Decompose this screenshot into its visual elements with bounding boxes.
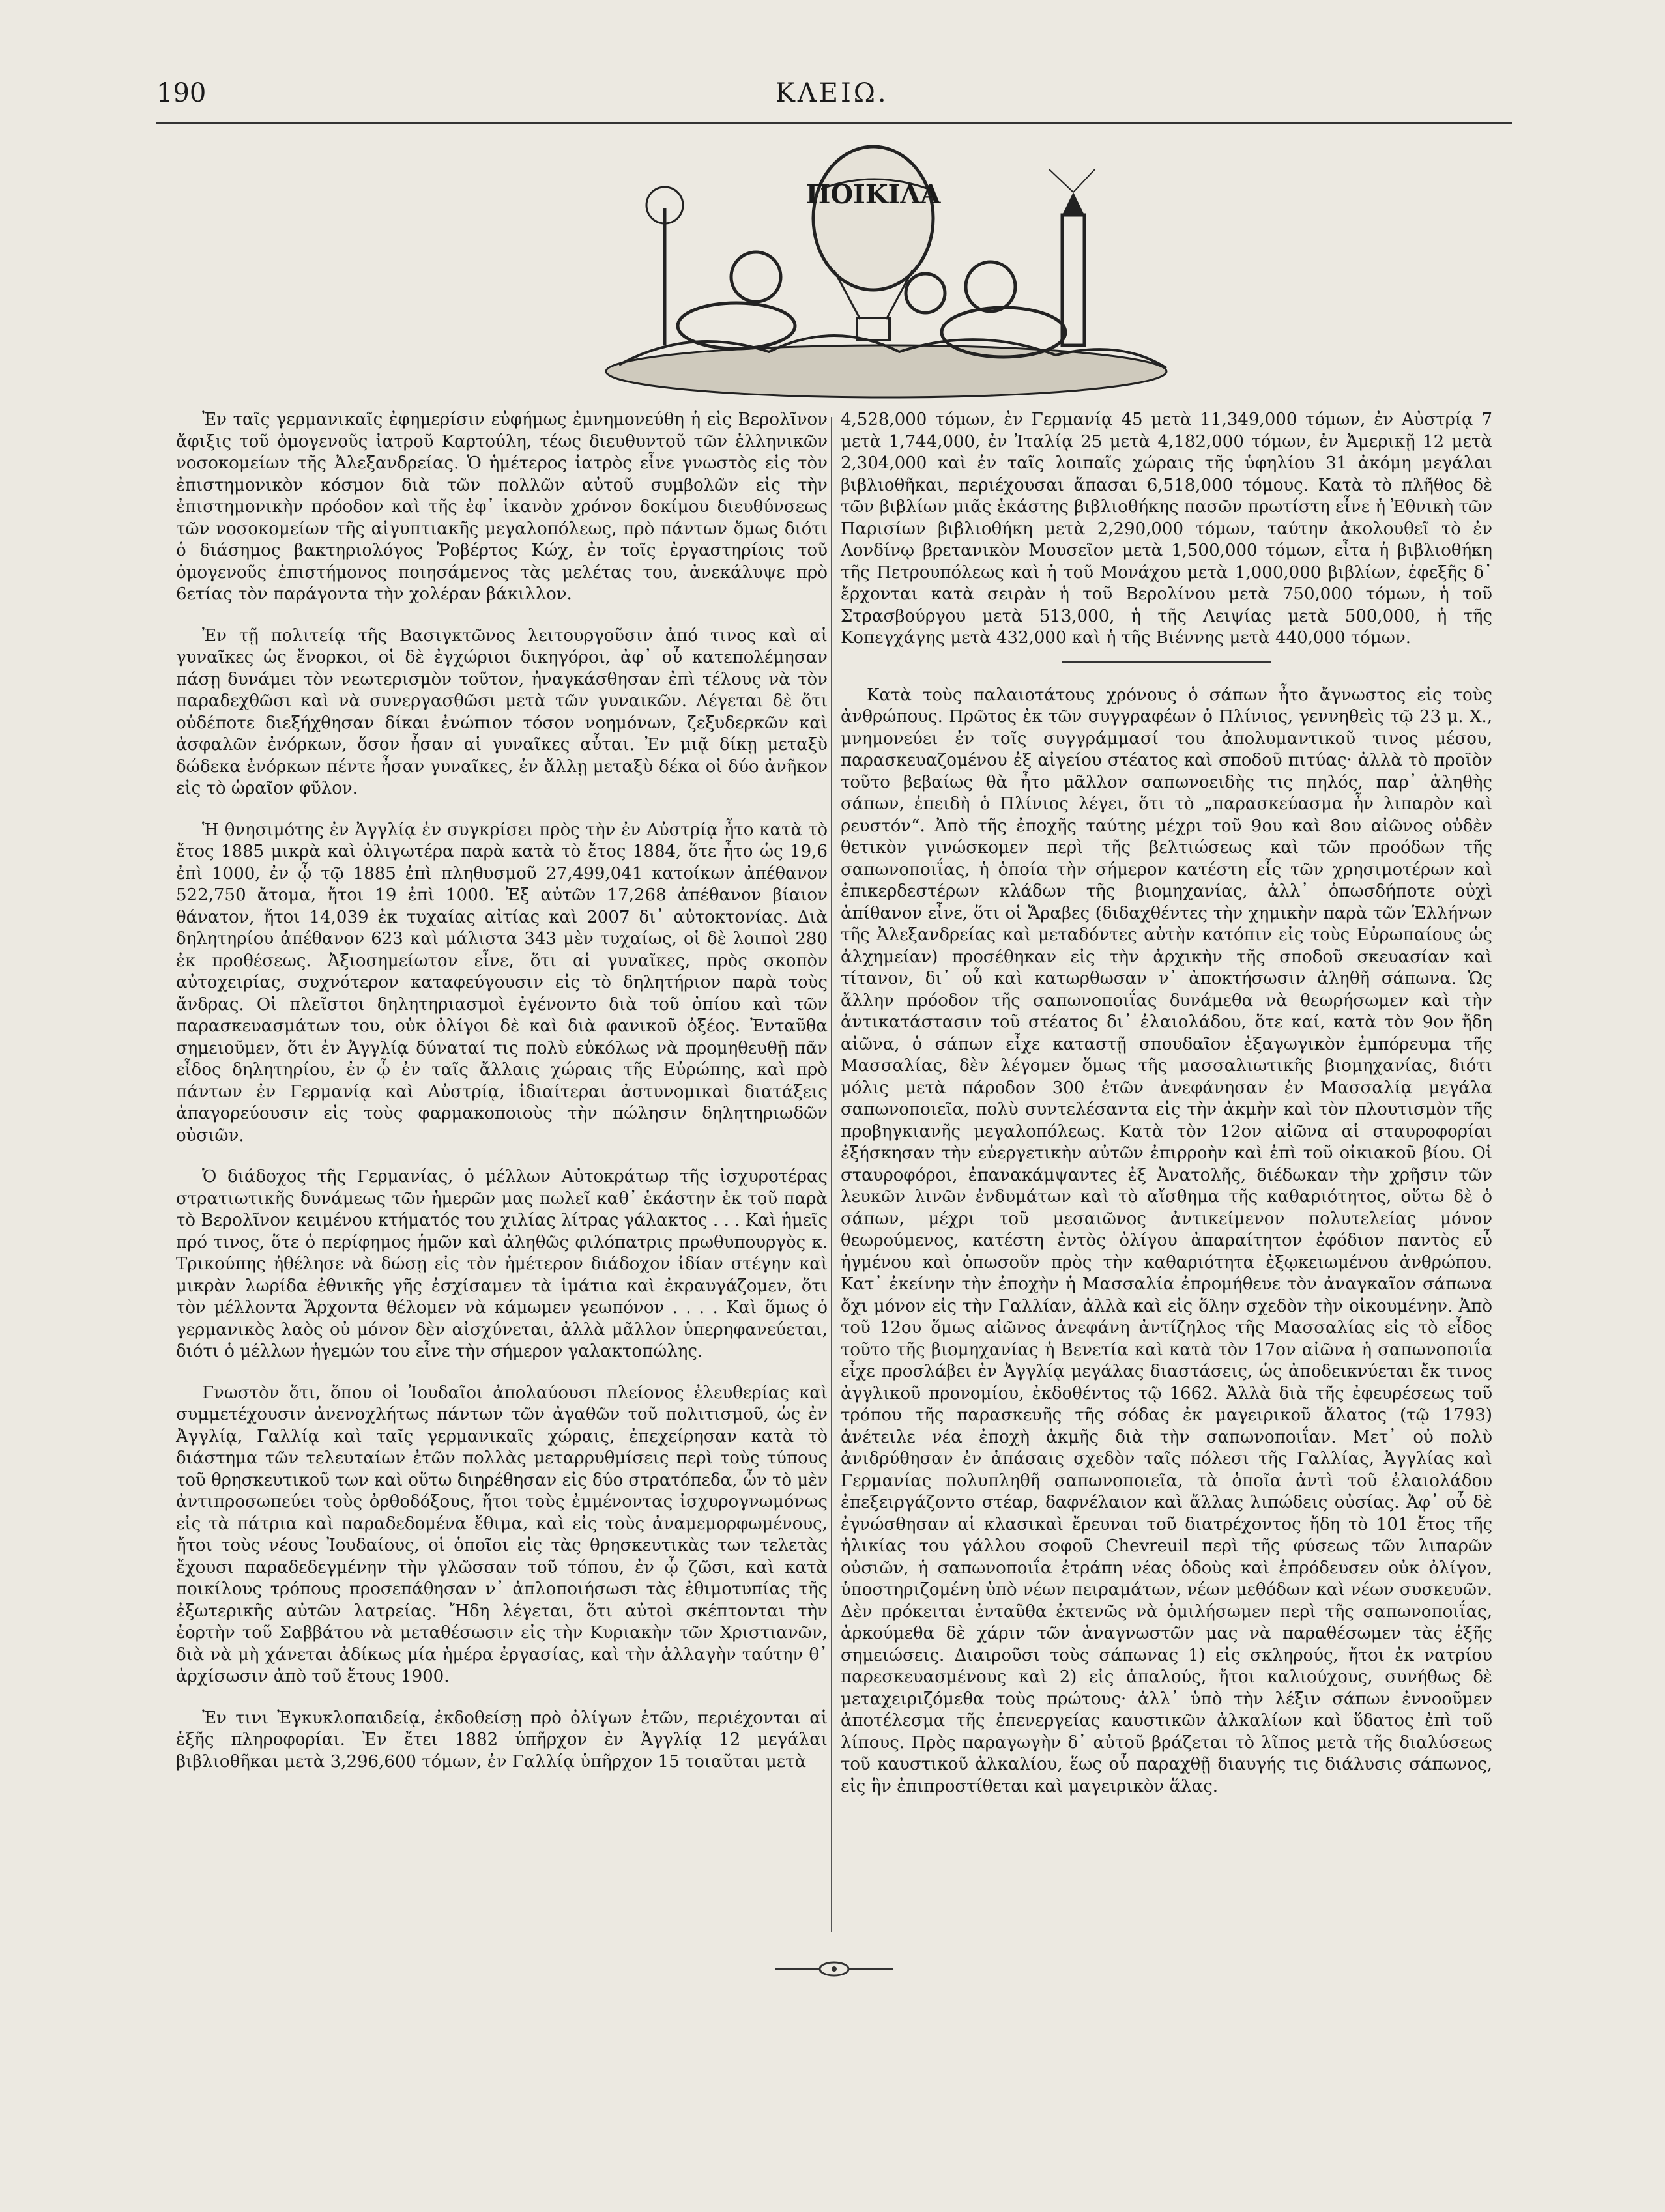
poikila-vignette-illustration (560, 130, 1212, 404)
column-divider (831, 417, 832, 1932)
article-crown-prince-milk: Ὁ διάδοχος τῆς Γερμανίας, ὁ μέλλων Αὐτοκράτωρ τῆς ἰσχυροτέρας στρατιωτικῆς δυνάμεως τῶν ἡμερῶν μας πωλεῖ καθ᾽ ἑκάστην ἐκ τοῦ παρὰ τὸ Βερολῖνον κειμένου κτήματός του χιλίας λίτρας γάλακτος . . . Καὶ ἡμεῖς πρό τινος, ὅτε ὁ περίφημος ἡμῶν καὶ ἀληθῶς φιλόπατρις πρωθυπουργὸς κ. Τρικούπης ἠθέλησε νὰ δώσῃ εἰς τὸν ἡμέτερον διάδοχον ἰδίαν στέγην καὶ μικρὰν λωρίδα ἐθνικῆς γῆς ἐσχίσαμεν τὰ ἱμάτια καὶ ἐκραυγάζομεν, ὅτι τὸν μέλλοντα Ἄρχοντα θέλομεν νὰ κάμωμεν γεωπόνον . . . . Καὶ ὅμως ὁ γερμανικὸς λαὸς οὐ μόνον δὲν αἰσχύνεται, ἀλλὰ μᾶλλον ὑπερηφανεύεται, διότι ὁ μέλλων ἡγεμών του εἶνε τὴν σήμερον γαλακτοπώλης. (176, 1167, 828, 1361)
article-mortality-england: Ἡ θνησιμότης ἐν Ἀγγλίᾳ ἐν συγκρίσει πρὸς τὴν ἐν Αὐστρίᾳ ἦτο κατὰ τὸ ἔτος 1885 μικρὰ καὶ ὀλιγωτέρα παρὰ κατὰ τὸ ἔτος 1884, ὅτε ἦτο ὡς 19,6 ἐπὶ 1000, ἐν ᾧ τῷ 1885 ἐπὶ πληθυσμοῦ 27,499,041 κατοίκων ἀπέθανον 522,750 ἄτομα, ἤτοι 19 ἐπὶ 1000. Ἐξ αὐτῶν 17,268 ἀπέθανον βίαιον θάνατον, ἤτοι 14,039 ἐκ τυχαίας αἰτίας καὶ 2007 δι᾽ αὐτοκτονίας. Διὰ δηλητηρίου ἀπέθανον 623 καὶ μάλιστα 343 μὲν τυχαίως, οἱ δὲ λοιποὶ 280 ἐκ προθέσεως. Ἀξιοσημείωτον εἶνε, ὅτι αἱ γυναῖκες, πρὸς σκοπὸν αὐτοχειρίας, συχνότερον καταφεύγουσιν εἰς τὸ δηλητήριον παρὰ τοὺς ἄνδρας. Οἱ πλεῖστοι δηλητηριασμοὶ ἐγένοντο διὰ τοῦ ὀπίου καὶ τῶν παρασκευασμάτων του, οὐκ ὀλίγοι δὲ καὶ διὰ φανικοῦ ὀξέος. Ἐνταῦθα σημειοῦμεν, ὅτι ἐν Ἀγγλίᾳ δύναταί τις πολὺ εὐκόλως νὰ προμηθευθῇ πᾶν εἶδος δηλητηρίου, ἐν ᾧ ἐν ταῖς ἄλλαις χώραις τῆς Εὐρώπης, καὶ πρὸ πάντων ἐν Γερμανίᾳ καὶ Αὐστρίᾳ, ἰδιαίτεραι ἀστυνομικαὶ διατάξεις ἀπαγορεύουσιν εἰς τοὺς φαρμακοποιοὺς τὴν πώλησιν δηλητηριωδῶν οὐσιῶν. (176, 820, 828, 1145)
article-jewish-reform: Γνωστὸν ὅτι, ὅπου οἱ Ἰουδαῖοι ἀπολαύουσι πλείονος ἐλευθερίας καὶ συμμετέχουσιν ἀνενοχλήτως πάντων τῶν ἀγαθῶν τοῦ πολιτισμοῦ, ὡς ἐν Ἀγγλίᾳ, Γαλλίᾳ καὶ ταῖς γερμανικαῖς χώραις, ἐπεχείρησαν κατὰ τὸ διάστημα τῶν τελευταίων ἐτῶν πολλὰς μεταρρυθμίσεις περὶ τοὺς τύπους τοῦ θρησκευτικοῦ των καὶ οὕτω διηρέθησαν εἰς δύο στρατόπεδα, ὧν τὸ μὲν ἀντιπροσωπεύει τοὺς ὀρθοδόξους, ἤτοι τοὺς ἐμμένοντας ἰσχυρογνωμόνως εἰς τὰ πάτρια καὶ παραδεδομένα ἔθιμα, καὶ εἰς τοὺς ἀναμεμορφωμένους, ἤτοι τοὺς νέους Ἰουδαίους, οἱ ὁποῖοι εἰς τὰς θρησκευτικὰς των τελετὰς ἔχουσι παραδεδεγμένην τὴν γλῶσσαν τοῦ τόπου, ἐν ᾧ ζῶσι, καὶ κατὰ ποικίλους τρόπους προσεπάθησαν ν᾽ ἁπλοποιήσωσι τὰς ἐθιμοτυπίας τῆς ἐξωτερικῆς αὐτῶν λατρείας. Ἤδη λέγεται, ὅτι αὐτοὶ σκέπτονται τὴν ἑορτὴν τοῦ Σαββάτου νὰ μεταθέσωσιν εἰς τὴν Κυριακὴν τῶν Χριστιανῶν, διὰ νὰ μὴ χάνεται ἀδίκως μία ἡμέρα ἐργασίας, καὶ τὴν ἀλλαγὴν ταύτην θ᾽ ἀρχίσωσιν ἀπὸ τοῦ ἔτους 1900. (176, 1383, 828, 1686)
balloon-banner: ΠΟΙΚΙΛΑ (805, 179, 941, 210)
article-libraries-continued: 4,528,000 τόμων, ἐν Γερμανίᾳ 45 μετὰ 11,349,000 τόμων, ἐν Αὐστρίᾳ 7 μετὰ 1,744,000, ἐν Ἰταλίᾳ 25 μετὰ 4,182,000 τόμων, ἐν Ἀμερικῇ 12 μετὰ 2,304,000 καὶ ἐν ταῖς λοιπαῖς χώραις τῆς ὑφηλίου 31 ἀκόμη μεγάλαι βιβλιοθῆκαι, περιέχουσαι ἅπασαι 6,518,000 τόμους. Κατὰ τὸ πλῆθος δὲ τῶν βιβλίων μιᾶς ἑκάστης βιβλιοθήκης πασῶν πρωτίστη εἶνε ἡ Ἐθνικὴ τῶν Παρισίων βιβλιοθήκη μετὰ 2,290,000 τόμων, ταύτην ἀκολουθεῖ τὸ ἐν Λονδίνῳ βρετανικὸν Μουσεῖον μετὰ 1,500,000 τόμων, εἶτα ἡ βιβλιοθήκη τῆς Πετρουπόλεως καὶ ἡ τοῦ Μονάχου μετὰ 1,000,000 βιβλίων, ἐφεξῆς δ᾽ ἔρχονται κατὰ σειρὰν ἡ τοῦ Βερολίνου μετὰ 750,000 τόμων, ἡ τοῦ Στρασβούργου μετὰ 513,000, ἡ τῆς Λειψίας μετὰ 500,000, ἡ τῆς Κοπεγχάγης μετὰ 432,000 καὶ ἡ τῆς Βιέννης μετὰ 440,000 τόμων. (841, 410, 1492, 648)
page-number: 190 (156, 78, 207, 108)
header-rule (156, 122, 1512, 124)
article-soap-history: Κατὰ τοὺς παλαιοτάτους χρόνους ὁ σάπων ἦτο ἄγνωστος εἰς τοὺς ἀνθρώπους. Πρῶτος ἐκ τῶν συγγραφέων ὁ Πλίνιος, γεννηθεὶς τῷ 23 μ. Χ., μνημονεύει ἐν τοῖς συγγράμμασί του ἀπολυμαντικοῦ τινος μέσου, παρασκευαζομένου ἐξ αἰγείου στέατος καὶ σποδοῦ πιτύας· ἀλλὰ τὸ προϊὸν τοῦτο βεβαίως θὰ ἦτο μᾶλλον σαπωνοειδὴς τις πηλός, παρ᾽ ἀληθὴς σάπων, ἐπειδὴ ὁ Πλίνιος λέγει, ὅτι τὸ „παρασκεύασμα ἦν λιπαρὸν καὶ ρευστόν“. Ἀπὸ τῆς ἐποχῆς ταύτης μέχρι τοῦ 9ου καὶ 8ου αἰῶνος οὐδὲν θετικὸν γινώσκομεν περὶ τῆς βελτιώσεως καὶ τῶν προόδων τῆς σαπωνοποιΐας, ἡ ὁποία τὴν σήμερον κατέστη εἷς τῶν χρησιμοτέρων καὶ ἐπικερδεστέρων κλάδων τῆς βιομηχανίας, ἀλλ᾽ ὁπωσδήποτε οὐχὶ ἀπίθανον εἶνε, ὅτι οἱ Ἄραβες (διδαχθέντες τὴν χημικὴν παρὰ τῶν Ἑλλήνων τῆς Ἀλεξανδρείας καὶ μεταδόντες αὐτὴν κατόπιν εἰς τοὺς Εὐρωπαίους ὡς ἀλχημείαν) προσέθηκαν εἰς τὴν ἀρχικὴν τῆς σποδοῦ σκευασίαν καὶ τίτανον, δι᾽ οὗ καὶ κατωρθωσαν ν᾽ ἀποκτήσωσιν ἀληθῆ σάπωνα. Ὡς ἄλλην πρόοδον τῆς σαπωνοποιΐας δυνάμεθα νὰ θεωρήσωμεν καὶ τὴν ἀντικατάστασιν τοῦ στέατος δι᾽ ἐλαιολάδου, ὅτε καί, κατὰ τὸν 9ον ἤδη αἰῶνα, ὁ σάπων εἶχε καταστῇ σπουδαῖον ἐξαγωγικὸν ἐμπόρευμα τῆς Μασσαλίας, δὲν λέγομεν ὅμως τῆς μασσαλιωτικῆς βιομηχανίας, διότι μόλις μετὰ πάροδον 300 ἐτῶν ἀνεφάνησαν ἐν Μασσαλίᾳ μεγάλα σαπωνοποιεῖα, πολὺ συντελέσαντα εἰς τὴν ἀκμὴν καὶ τὸν πλουτισμὸν τῆς προβηγκιανῆς μεγαλοπόλεως. Κατὰ τὸν 12ον αἰῶνα αἱ σταυροφορίαι ἐξήσκησαν τὴν εὐεργετικὴν αὐτῶν ἐπιρροὴν καὶ ἐπὶ τοῦ οἰκιακοῦ βίου. Οἱ σταυροφόροι, ἐπανακάμψαντες ἐξ Ἀνατολῆς, διέδωκαν τὴν χρῆσιν τῶν λευκῶν λινῶν ἐνδυμάτων καὶ τὸ αἴσθημα τῆς καθαριότητος, οὕτω δὲ ὁ σάπων, μέχρι τοῦ μεσαιῶνος ἀντικείμενον πολυτελείας μόνον θεωρούμενος, κατέστη ἐντὸς ὀλίγου ἀπαραίτητον ἐφόδιον παντὸς εὖ ἠγμένου καὶ ὁπωσοῦν πρὸς τὴν καθαριότητα ἐξῳκειωμένου ἀνθρώπου. Κατ᾽ ἐκείνην τὴν ἐποχὴν ἡ Μασσαλία ἐπρομήθευε τὸν ἀναγκαῖον σάπωνα ὄχι μόνον εἰς τὴν Γαλλίαν, ἀλλὰ καὶ εἰς ὅλην σχεδὸν τὴν οἰκουμένην. Ἀπὸ τοῦ 12ου ὅμως αἰῶνος ἀνεφάνη ἀντίζηλος τῆς Μασσαλίας εἰς τὸ εἶδος τοῦτο τῆς βιομηχανίας ἡ Βενετία καὶ κατὰ τὸν 17ον αἰῶνα ἡ σαπωνοποιΐα εἶχε προσλάβει ἐν Ἀγγλίᾳ μεγάλας διαστάσεις, ὡς ἀποδεικνύεται ἔκ τινος ἀγγλικοῦ προνομίου, ἐκδοθέντος τῷ 1662. Ἀλλὰ διὰ τῆς ἐφευρέσεως τοῦ τρόπου τῆς παρασκευῆς τῆς σόδας ἐκ μαγειρικοῦ ἅλατος (τῷ 1793) ἀνέτειλε νέα ἐποχὴ ἀκμῆς διὰ τὴν σαπωνοποιΐαν. Μετ᾽ οὐ πολὺ ἀνιδρύθησαν ἐν ἁπάσαις σχεδὸν ταῖς πόλεσι τῆς Γαλλίας, Ἀγγλίας καὶ Γερμανίας πολυπληθῆ σαπωνοποιεῖα, τὰ ὁποῖα ἀντὶ τοῦ ἐλαιολάδου ἐπεξειργάζοντο στέαρ, δαφνέλαιον καὶ ἄλλας λιπώδεις οὐσίας. Ἀφ᾽ οὗ δὲ ἐγνώσθησαν αἱ κλασικαὶ ἔρευναι τοῦ διατρέχοντος ἤδη τὸ 101 ἔτος τῆς ἡλικίας του γάλλου σοφοῦ Chevreuil περὶ τῆς φύσεως τῶν λιπαρῶν οὐσιῶν, ἡ σαπωνοποιΐα ἐτράπη νέας ὁδοὺς καὶ ἐπρόδευσεν οὐκ ὀλίγον, ὑποστηριζομένη ὑπὸ νέων πειραμάτων, νέων μεθόδων καὶ νέων συσκευῶν. Δὲν πρόκειται ἐνταῦθα ἐκτενῶς νὰ ὁμιλήσωμεν περὶ τῆς σαπωνοποιΐας, ἀρκούμεθα δὲ χάριν τῶν ἀναγνωστῶν μας νὰ παραθέσωμεν τὰς ἑξῆς σημειώσεις. Διαιροῦσι τοὺς σάπωνας 1) εἰς σκληρούς, ἤτοι ἐκ νατρίου παρεσκευασμένους καὶ 2) εἰς ἁπαλούς, ἤτοι καλιούχους, συνήθως δὲ μεταχειριζόμεθα τοὺς πρώτους· ἀλλ᾽ ὑπὸ τὴν λέξιν σάπων ἐννοοῦμεν ἀποτέλεσμα τῆς ἐπενεργείας καυστικῶν ἀλκαλίων καὶ ὕδατος ἐπὶ τοῦ λίπους. Πρὸς παραγωγὴν δ᾽ αὐτοῦ βράζεται τὸ λῖπος μετὰ τῆς διαλύσεως τοῦ καυστικοῦ ἀλκαλίου, ἕως οὗ παραχθῇ διαυγής τις διάλυσις σάπωνος, εἰς ἣν ἐπιπροστίθεται καὶ μαγειρικὸν ἅλας. (841, 685, 1492, 1796)
running-title: ΚΛΕΙΩ. (775, 78, 889, 108)
article-washington-jury: Ἐν τῇ πολιτείᾳ τῆς Βασιγκτῶνος λειτουργοῦσιν ἀπό τινος καὶ αἱ γυναῖκες ὡς ἔνορκοι, οἱ δὲ ἐγχώριοι δικηγόροι, ἀφ᾽ οὗ κατεπολέμησαν πάσῃ δυνάμει τὸν νεωτερισμὸν τοῦτον, ἠναγκάσθησαν ἐπὶ τέλους νὰ τὸν παραδεχθῶσι καὶ νὰ συνεργασθῶσι μετὰ τῶν γυναικῶν. Λέγεται δὲ ὅτι οὐδέποτε διεξήχθησαν δίκαι ἐνώπιον τόσον νοημόνων, ζεξυδερκῶν καὶ ἀσφαλῶν ἐνόρκων, ὅσον ἦσαν αἱ γυναῖκες αὗται. Ἐν μιᾷ δίκῃ μεταξὺ δώδεκα ἐνόρκων πέντε ἦσαν γυναῖκες, ἐν ἄλλῃ μεταξὺ δέκα οἱ δύο ἀνῆκον εἰς τὸ ὡραῖον φῦλον. (176, 625, 828, 798)
right-column (841, 409, 1492, 1817)
article-karpouli: Ἐν ταῖς γερμανικαῖς ἐφημερίσιν εὐφήμως ἐμνημονεύθη ἡ εἰς Βερολῖνον ἄφιξις τοῦ ὁμογενοῦς ἰατροῦ Καρτούλη, τέως διευθυντοῦ τῶν ἑλληνικῶν νοσοκομείων τῆς Ἀλεξανδρείας. Ὁ ἡμέτερος ἰατρὸς εἶνε γνωστὸς εἰς τὸν ἐπιστημονικὸν κόσμον διὰ τῶν πολλῶν αὐτοῦ συμβολῶν εἰς τὴν ἐπιστημονικὴν πρόοδον καὶ τῆς ἐφ᾽ ἱκανὸν χρόνον δοκίμου διευθύνσεως τῶν νοσοκομείων τῆς αἰγυπτιακῆς μεγαλοπόλεως, πρὸ πάντων ὅμως διότι ὁ διάσημος βακτηριολόγος Ῥοβέρτος Κώχ, ἐν τοῖς ἐργαστηρίοις τοῦ ὁμογενοῦς ἐπιστήμονος ποιησάμενος τὰς μελέτας του, ἀνεκάλυψε πρὸ 6ετίας τὸν παράγοντα τὴν χολέραν βάκιλλον. (176, 410, 828, 604)
left-column (176, 409, 828, 1773)
end-ornament-icon (775, 1956, 893, 1982)
article-libraries-start: Ἐν τινι Ἐγκυκλοπαιδείᾳ, ἐκδοθείσῃ πρὸ ὀλίγων ἐτῶν, περιέχονται αἱ ἑξῆς πληροφορίαι. Ἐν ἔτει 1882 ὑπῆρχον ἐν Ἀγγλίᾳ 12 μεγάλαι βιβλιοθῆκαι μετὰ 3,296,600 τόμων, ἐν Γαλλίᾳ ὑπῆρχον 15 τοιαῦται μετὰ (176, 1708, 828, 1772)
page-header (156, 78, 1512, 117)
section-rule (1062, 661, 1271, 663)
